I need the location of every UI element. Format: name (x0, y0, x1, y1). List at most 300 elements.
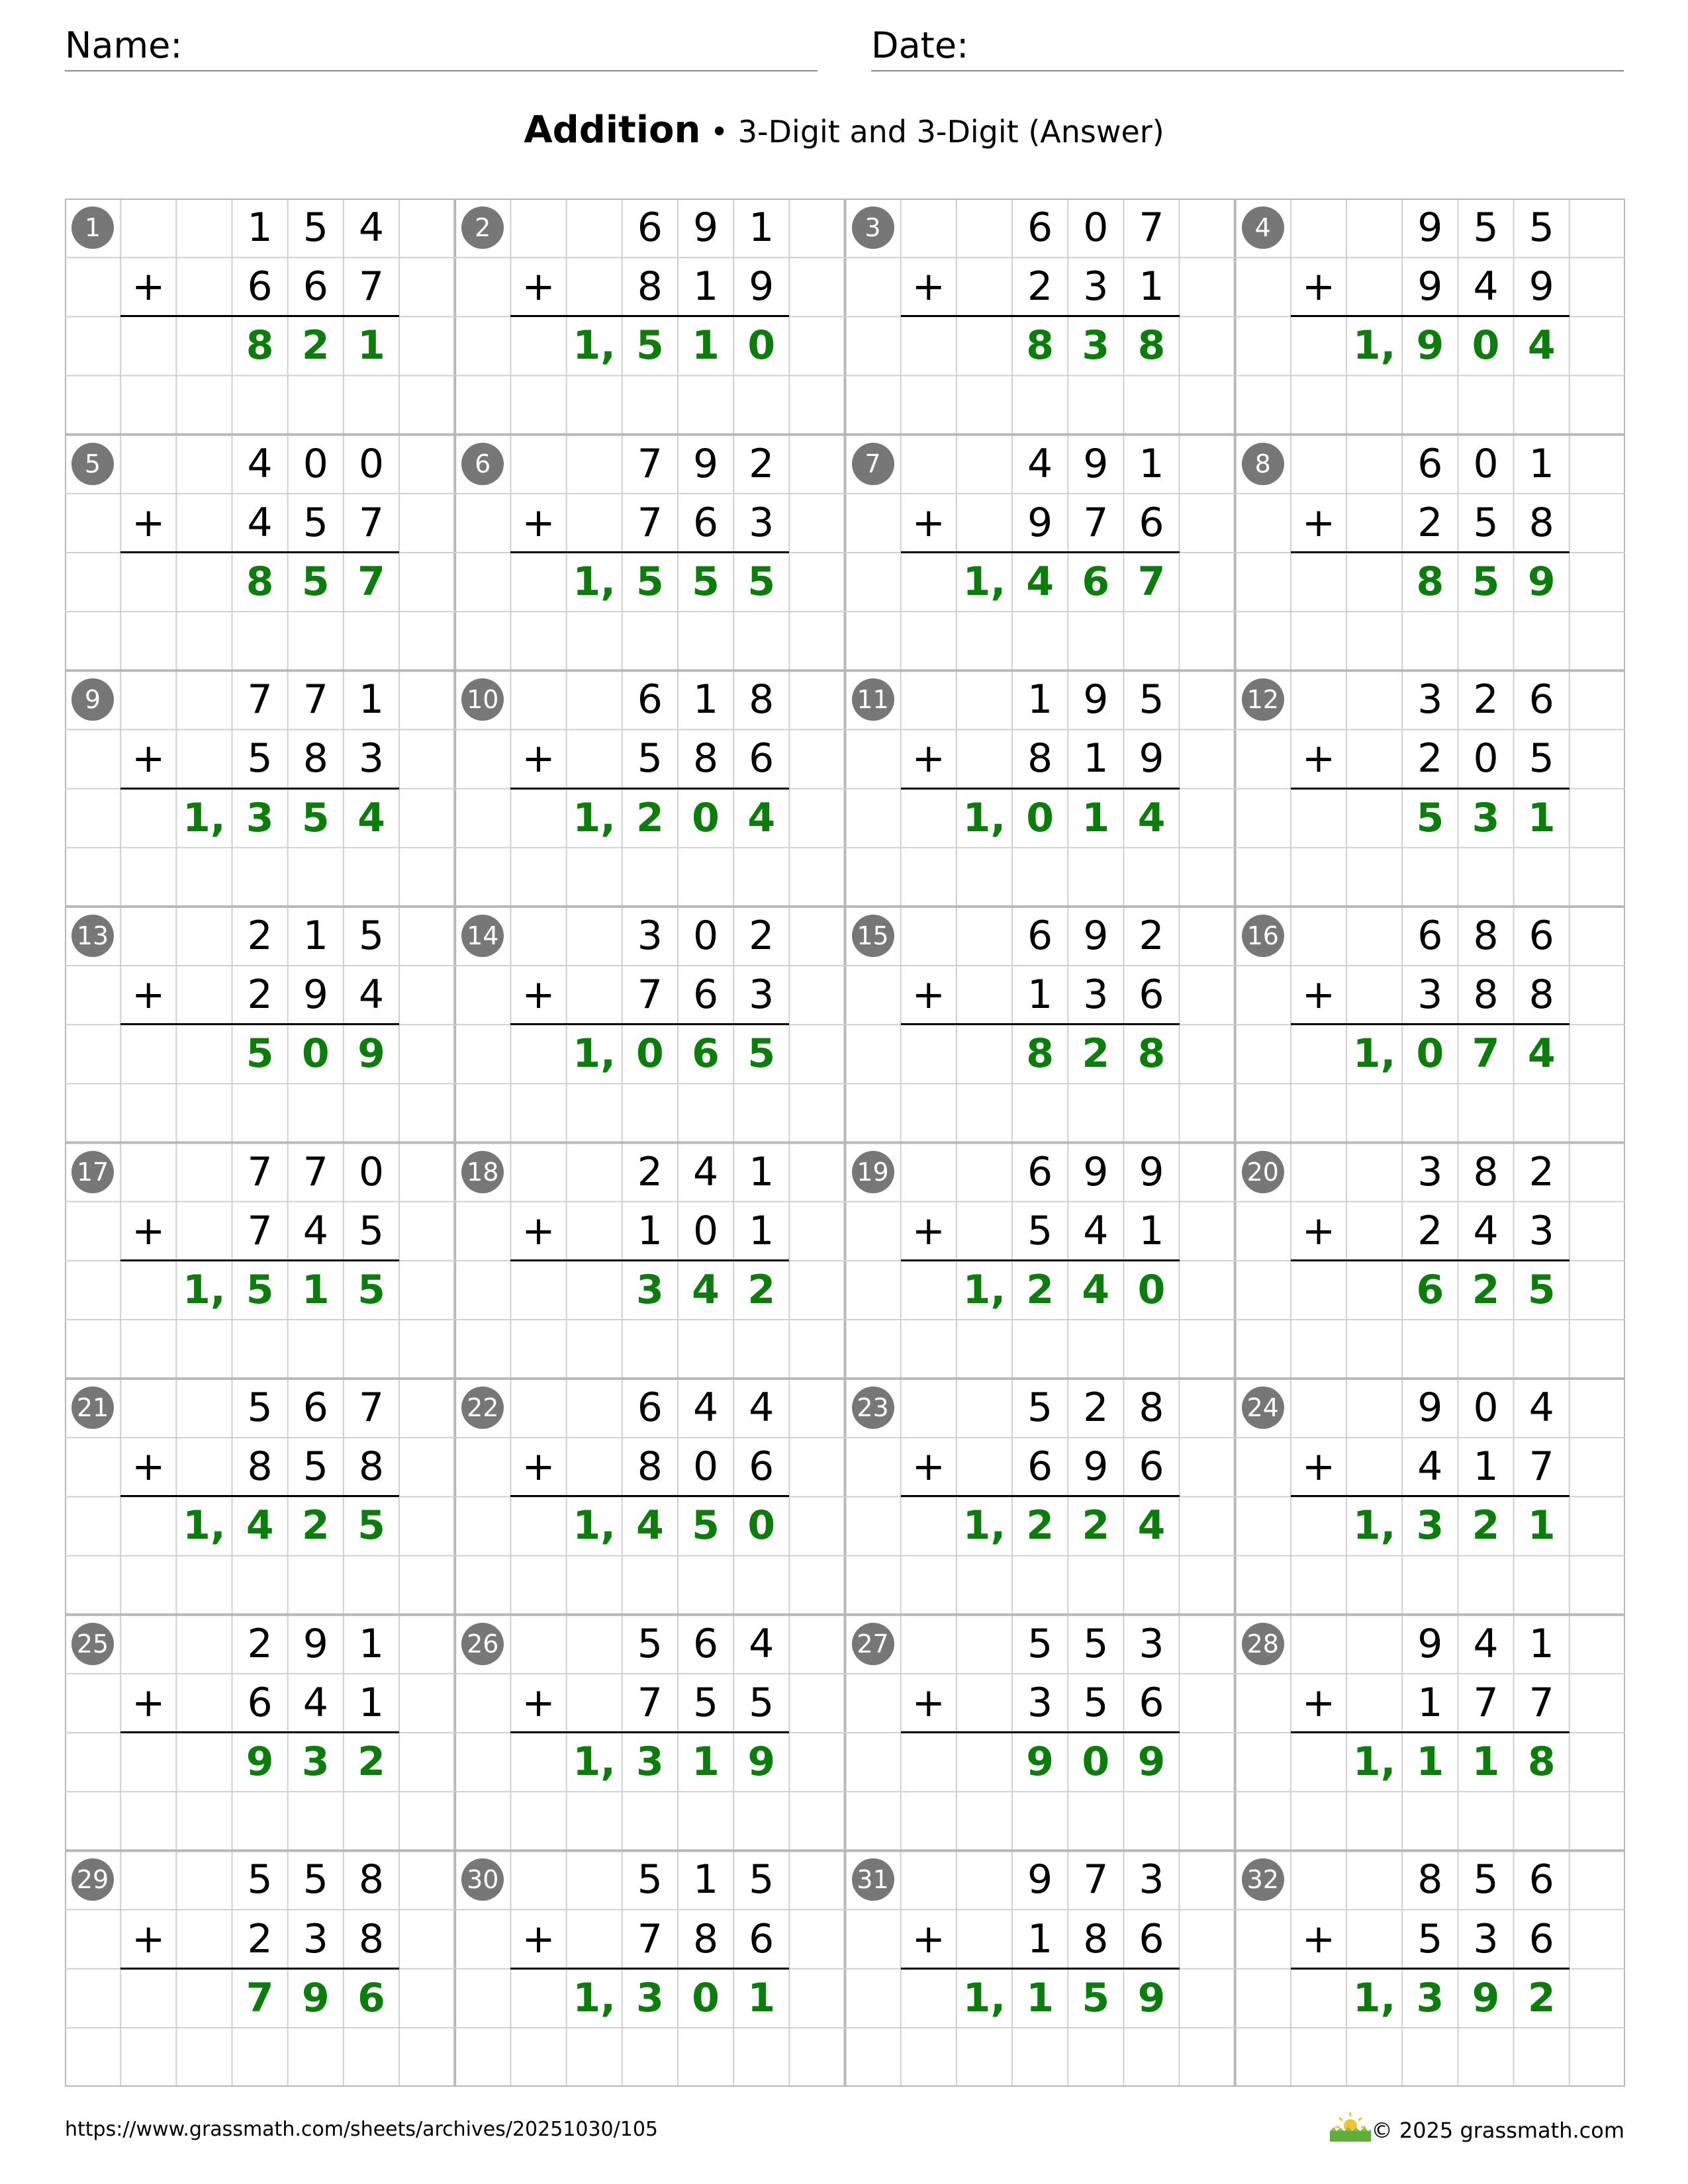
plus-sign: + (132, 263, 165, 310)
answer-digit: 0 (635, 1030, 664, 1077)
addend-digit: 1 (303, 912, 328, 959)
addend-digit: 0 (358, 1148, 385, 1195)
addend-digit: 9 (1083, 912, 1109, 959)
answer-digit: 2 (1527, 1974, 1556, 2021)
addend-digit: 6 (637, 1385, 663, 1432)
plus-sign: + (912, 1915, 945, 1962)
problem-number-badge: 11 (852, 678, 894, 721)
answer-digit: 1 (301, 1266, 330, 1313)
plus-sign: + (132, 1915, 165, 1962)
addend-digit: 6 (1139, 1915, 1164, 1962)
addend-digit: 7 (637, 440, 663, 487)
addend-digit: 7 (358, 499, 385, 546)
addend-digit: 9 (1027, 499, 1053, 546)
addend-digit: 7 (1528, 1443, 1554, 1490)
answer-digit: 3 (635, 1739, 664, 1786)
addend-digit: 2 (637, 1148, 663, 1195)
answer-digit: 8 (1137, 1030, 1166, 1077)
answer-digit: 8 (1527, 1739, 1556, 1786)
answer-digit: 5 (357, 1266, 385, 1313)
addend-digit: 6 (692, 1620, 719, 1667)
answer-digit: 3 (635, 1974, 664, 2021)
addend-digit: 1 (1083, 735, 1109, 782)
answer-digit: 1, (1352, 1974, 1396, 2021)
addend-digit: 2 (247, 972, 273, 1019)
addend-digit: 1 (749, 1148, 774, 1195)
answer-digit: 2 (635, 794, 664, 841)
answer-digit: 2 (1472, 1266, 1500, 1313)
answer-digit: 4 (1527, 322, 1556, 369)
plus-sign: + (912, 263, 945, 310)
addend-digit: 7 (1083, 499, 1109, 546)
answer-digit: 1, (573, 558, 616, 605)
answer-digit: 1, (573, 1739, 616, 1786)
answer-digit: 5 (301, 794, 330, 841)
answer-digit: 1 (1527, 1502, 1556, 1549)
answer-digit: 8 (1026, 322, 1054, 369)
addend-digit: 3 (749, 972, 774, 1019)
plus-sign: + (132, 499, 165, 546)
problem-number-badge: 5 (71, 443, 114, 485)
answer-digit: 5 (246, 1030, 274, 1077)
name-field[interactable] (65, 24, 818, 71)
answer-digit: 4 (1137, 1502, 1166, 1549)
answer-digit: 1, (962, 1974, 1006, 2021)
answer-digit: 9 (747, 1739, 776, 1786)
addend-digit: 2 (247, 1620, 273, 1667)
addend-digit: 2 (1417, 735, 1443, 782)
plus-sign: + (1301, 972, 1336, 1019)
plus-sign: + (1301, 1679, 1336, 1726)
addend-digit: 9 (303, 1620, 328, 1667)
answer-digit: 4 (1527, 1030, 1556, 1077)
addend-digit: 7 (303, 1148, 328, 1195)
plus-sign: + (522, 263, 555, 310)
answer-digit: 4 (747, 794, 776, 841)
addend-digit: 9 (692, 440, 719, 487)
addend-digit: 8 (303, 735, 328, 782)
problem-number-badge: 32 (1242, 1858, 1284, 1901)
addend-digit: 5 (637, 1620, 663, 1667)
addend-digit: 4 (303, 1679, 328, 1726)
problem-number-badge: 21 (71, 1387, 114, 1429)
answer-digit: 2 (301, 322, 330, 369)
answer-digit: 1, (573, 1030, 616, 1077)
addend-digit: 1 (692, 263, 719, 310)
answer-digit: 1 (1026, 1974, 1054, 2021)
problem-number-badge: 30 (461, 1858, 504, 1901)
answer-digit: 3 (635, 1266, 664, 1313)
answer-digit: 0 (692, 1974, 720, 2021)
answer-digit: 5 (635, 558, 664, 605)
addend-digit: 7 (637, 972, 663, 1019)
answer-digit: 1, (962, 1266, 1006, 1313)
answer-digit: 2 (357, 1739, 385, 1786)
answer-digit: 3 (301, 1739, 330, 1786)
addend-digit: 8 (358, 1443, 385, 1490)
answer-digit: 1, (962, 794, 1006, 841)
answer-digit: 7 (1472, 1030, 1500, 1077)
problem-number-badge: 6 (461, 443, 504, 485)
plus-sign: + (522, 972, 555, 1019)
plus-sign: + (522, 1207, 555, 1254)
addend-digit: 2 (247, 912, 273, 959)
addend-digit: 5 (1083, 1620, 1109, 1667)
addend-digit: 9 (1417, 1620, 1443, 1667)
addend-digit: 7 (637, 1915, 663, 1962)
addend-digit: 0 (303, 440, 328, 487)
addend-digit: 3 (637, 912, 663, 959)
title-separator: • (700, 114, 738, 150)
plus-sign: + (1301, 499, 1336, 546)
addend-digit: 5 (358, 1207, 385, 1254)
addend-digit: 6 (637, 676, 663, 723)
answer-digit: 4 (635, 1502, 664, 1549)
answer-digit: 4 (1137, 794, 1166, 841)
addend-digit: 9 (692, 205, 719, 251)
addend-digit: 5 (1473, 205, 1499, 251)
addend-digit: 6 (247, 263, 273, 310)
plus-sign: + (912, 972, 945, 1019)
answer-digit: 8 (246, 322, 274, 369)
addend-digit: 5 (303, 205, 328, 251)
name-label: Name: (65, 24, 183, 66)
plus-sign: + (1301, 735, 1336, 782)
answer-digit: 6 (357, 1974, 385, 2021)
addend-digit: 8 (749, 676, 774, 723)
addend-digit: 9 (1139, 1148, 1164, 1195)
addend-digit: 7 (303, 676, 328, 723)
addend-digit: 4 (1528, 1385, 1554, 1432)
answer-digit: 9 (1137, 1974, 1166, 2021)
answer-digit: 1, (573, 1502, 616, 1549)
addend-digit: 6 (692, 972, 719, 1019)
addend-digit: 4 (358, 972, 385, 1019)
answer-digit: 1, (1352, 322, 1396, 369)
addend-digit: 6 (749, 1915, 774, 1962)
problem-number-badge: 8 (1242, 443, 1284, 485)
addend-digit: 3 (1417, 676, 1443, 723)
plus-sign: + (522, 1443, 555, 1490)
addend-digit: 5 (358, 912, 385, 959)
title-main: Addition (524, 109, 701, 152)
addend-digit: 6 (247, 1679, 273, 1726)
answer-digit: 2 (1082, 1502, 1110, 1549)
addend-digit: 8 (692, 735, 719, 782)
addend-digit: 8 (692, 1915, 719, 1962)
answer-digit: 1 (1082, 794, 1110, 841)
addend-digit: 1 (1528, 1620, 1554, 1667)
plus-sign: + (522, 735, 555, 782)
addend-digit: 8 (1473, 912, 1499, 959)
problem-number-badge: 1 (71, 206, 114, 249)
addend-digit: 1 (1139, 1207, 1164, 1254)
answer-digit: 0 (1472, 322, 1500, 369)
plus-sign: + (522, 1679, 555, 1726)
addend-digit: 4 (1473, 1620, 1499, 1667)
addend-digit: 5 (1473, 1856, 1499, 1903)
addend-digit: 8 (1139, 1385, 1164, 1432)
answer-digit: 0 (1416, 1030, 1444, 1077)
addend-digit: 6 (1027, 1443, 1053, 1490)
problem-number-badge: 20 (1242, 1151, 1284, 1193)
addend-digit: 2 (1417, 1207, 1443, 1254)
addend-digit: 9 (1417, 1385, 1443, 1432)
answer-digit: 2 (1026, 1266, 1054, 1313)
answer-digit: 9 (1416, 322, 1444, 369)
problem-number-badge: 13 (71, 915, 114, 957)
answer-digit: 2 (1472, 1502, 1500, 1549)
answer-digit: 1 (357, 322, 385, 369)
answer-digit: 1, (962, 1502, 1006, 1549)
plus-sign: + (132, 1207, 165, 1254)
addend-digit: 9 (1083, 1443, 1109, 1490)
answer-digit: 4 (1026, 558, 1054, 605)
answer-digit: 0 (692, 794, 720, 841)
plus-sign: + (1301, 263, 1336, 310)
answer-digit: 8 (1416, 558, 1444, 605)
answer-digit: 5 (692, 558, 720, 605)
answer-digit: 0 (747, 1502, 776, 1549)
addend-digit: 9 (1417, 263, 1443, 310)
grass-sun-logo-icon (1327, 2111, 1374, 2143)
addend-digit: 8 (1473, 1148, 1499, 1195)
addend-digit: 7 (1473, 1679, 1499, 1726)
answer-digit: 2 (301, 1502, 330, 1549)
answer-digit: 7 (1137, 558, 1166, 605)
addend-digit: 3 (1473, 1915, 1499, 1962)
plus-sign: + (1301, 1207, 1336, 1254)
answer-digit: 1 (1527, 794, 1556, 841)
answer-digit: 8 (1026, 1030, 1054, 1077)
addend-digit: 1 (358, 1620, 385, 1667)
addend-digit: 9 (1083, 676, 1109, 723)
problem-number-badge: 15 (852, 915, 894, 957)
answer-digit: 1, (183, 1266, 226, 1313)
problem-number-badge: 14 (461, 915, 504, 957)
addend-digit: 3 (1417, 972, 1443, 1019)
addend-digit: 1 (358, 676, 385, 723)
title-subtitle: 3-Digit and 3-Digit (Answer) (737, 114, 1164, 150)
addend-digit: 6 (1139, 1443, 1164, 1490)
problem-number-badge: 29 (71, 1858, 114, 1901)
addend-digit: 5 (1528, 205, 1554, 251)
answer-digit: 3 (1472, 794, 1500, 841)
addend-digit: 5 (749, 1856, 774, 1903)
problem-number-badge: 18 (461, 1151, 504, 1193)
addend-digit: 6 (1417, 912, 1443, 959)
addend-digit: 7 (1528, 1679, 1554, 1726)
problem-number-badge: 23 (852, 1387, 894, 1429)
answer-digit: 5 (1082, 1974, 1110, 2021)
plus-sign: + (132, 735, 165, 782)
addend-digit: 9 (1083, 440, 1109, 487)
addend-digit: 3 (1083, 263, 1109, 310)
addend-digit: 2 (1139, 912, 1164, 959)
date-field[interactable] (871, 24, 1624, 71)
addend-digit: 6 (637, 205, 663, 251)
addend-digit: 4 (358, 205, 385, 251)
addend-digit: 8 (247, 1443, 273, 1490)
answer-digit: 3 (1082, 322, 1110, 369)
addend-digit: 3 (1528, 1207, 1554, 1254)
addend-digit: 8 (1083, 1915, 1109, 1962)
addend-digit: 2 (1417, 499, 1443, 546)
addend-digit: 8 (637, 1443, 663, 1490)
addend-digit: 8 (1027, 735, 1053, 782)
addend-digit: 7 (1083, 1856, 1109, 1903)
addend-digit: 2 (1528, 1148, 1554, 1195)
problem-number-badge: 12 (1242, 678, 1284, 721)
problem-number-badge: 17 (71, 1151, 114, 1193)
addend-digit: 1 (1417, 1679, 1443, 1726)
addend-digit: 2 (749, 912, 774, 959)
answer-digit: 0 (1082, 1739, 1110, 1786)
plus-sign: + (912, 735, 945, 782)
addend-digit: 4 (1473, 263, 1499, 310)
plus-sign: + (132, 1679, 165, 1726)
plus-sign: + (132, 972, 165, 1019)
answer-digit: 1, (573, 1974, 616, 2021)
addend-digit: 6 (1528, 912, 1554, 959)
answer-digit: 3 (1416, 1974, 1444, 2021)
answer-digit: 9 (301, 1974, 330, 2021)
addend-digit: 5 (303, 1443, 328, 1490)
addend-digit: 4 (749, 1620, 774, 1667)
addend-digit: 3 (358, 735, 385, 782)
addend-digit: 3 (1083, 972, 1109, 1019)
addend-digit: 7 (1139, 205, 1164, 251)
addend-digit: 3 (303, 1915, 328, 1962)
addend-digit: 6 (1417, 440, 1443, 487)
answer-digit: 9 (1137, 1739, 1166, 1786)
addend-digit: 3 (1139, 1856, 1164, 1903)
addend-digit: 0 (358, 440, 385, 487)
addend-digit: 0 (1083, 205, 1109, 251)
addend-digit: 1 (692, 1856, 719, 1903)
addend-digit: 6 (1528, 1856, 1554, 1903)
addend-digit: 4 (692, 1385, 719, 1432)
answer-digit: 5 (747, 1030, 776, 1077)
addend-digit: 7 (358, 1385, 385, 1432)
plus-sign: + (1301, 1915, 1336, 1962)
addend-digit: 9 (1139, 735, 1164, 782)
addend-digit: 4 (247, 440, 273, 487)
plus-sign: + (522, 1915, 555, 1962)
addend-digit: 5 (637, 735, 663, 782)
answer-digit: 4 (357, 794, 385, 841)
addend-digit: 7 (247, 1207, 273, 1254)
addend-digit: 4 (1027, 440, 1053, 487)
problem-number-badge: 31 (852, 1858, 894, 1901)
addend-digit: 0 (692, 912, 719, 959)
addend-digit: 2 (1473, 676, 1499, 723)
addend-digit: 1 (749, 1207, 774, 1254)
addend-digit: 1 (692, 676, 719, 723)
plus-sign: + (522, 499, 555, 546)
answer-digit: 1, (1352, 1739, 1396, 1786)
addend-digit: 8 (358, 1856, 385, 1903)
addend-digit: 1 (1139, 440, 1164, 487)
addend-digit: 5 (1027, 1620, 1053, 1667)
addend-digit: 0 (692, 1443, 719, 1490)
addend-digit: 1 (1027, 1915, 1053, 1962)
answer-digit: 0 (1026, 794, 1054, 841)
date-label: Date: (871, 24, 969, 66)
answer-digit: 0 (1137, 1266, 1166, 1313)
problem-number-badge: 2 (461, 206, 504, 249)
addend-digit: 8 (1528, 499, 1554, 546)
addend-digit: 2 (1083, 1385, 1109, 1432)
answer-digit: 4 (246, 1502, 274, 1549)
problem-number-badge: 22 (461, 1387, 504, 1429)
answer-digit: 5 (301, 558, 330, 605)
answer-digit: 1 (1472, 1739, 1500, 1786)
answer-digit: 9 (1026, 1739, 1054, 1786)
answer-digit: 7 (246, 1974, 274, 2021)
footer-url: https://www.grassmath.com/sheets/archives/20251030/105 (65, 2118, 659, 2141)
problem-number-badge: 28 (1242, 1623, 1284, 1665)
problem-number-badge: 24 (1242, 1387, 1284, 1429)
addend-digit: 5 (1417, 1915, 1443, 1962)
addend-digit: 6 (303, 263, 328, 310)
answer-digit: 1, (183, 794, 226, 841)
addend-digit: 8 (358, 1915, 385, 1962)
problem-number-badge: 7 (852, 443, 894, 485)
addend-digit: 1 (247, 205, 273, 251)
problem-number-badge: 3 (852, 206, 894, 249)
addend-digit: 4 (1083, 1207, 1109, 1254)
addend-digit: 6 (1139, 499, 1164, 546)
addend-digit: 5 (303, 1856, 328, 1903)
addend-digit: 5 (692, 1679, 719, 1726)
addend-digit: 3 (1417, 1148, 1443, 1195)
addend-digit: 2 (247, 1915, 273, 1962)
problem-number-badge: 19 (852, 1151, 894, 1193)
problem-number-badge: 10 (461, 678, 504, 721)
answer-digit: 5 (357, 1502, 385, 1549)
addend-digit: 6 (1528, 676, 1554, 723)
addend-digit: 4 (749, 1385, 774, 1432)
answer-digit: 5 (747, 558, 776, 605)
addend-digit: 6 (1027, 912, 1053, 959)
addend-digit: 0 (1473, 735, 1499, 782)
answer-digit: 8 (246, 558, 274, 605)
addend-digit: 5 (637, 1856, 663, 1903)
answer-digit: 5 (1416, 794, 1444, 841)
addend-digit: 2 (1027, 263, 1053, 310)
addend-digit: 2 (749, 440, 774, 487)
answer-digit: 1 (692, 322, 720, 369)
answer-digit: 9 (246, 1739, 274, 1786)
answer-digit: 9 (1472, 1974, 1500, 2021)
addend-digit: 8 (1473, 972, 1499, 1019)
addend-digit: 5 (1473, 499, 1499, 546)
addend-digit: 1 (749, 205, 774, 251)
addend-digit: 3 (749, 499, 774, 546)
problem-grid (65, 199, 1625, 2087)
answer-digit: 4 (692, 1266, 720, 1313)
addend-digit: 0 (1473, 1385, 1499, 1432)
addend-digit: 1 (637, 1207, 663, 1254)
addend-digit: 9 (1417, 205, 1443, 251)
plus-sign: + (912, 1443, 945, 1490)
answer-digit: 8 (1137, 322, 1166, 369)
addend-digit: 5 (1139, 676, 1164, 723)
addend-digit: 9 (1528, 263, 1554, 310)
answer-digit: 3 (246, 794, 274, 841)
plus-sign: + (1301, 1443, 1336, 1490)
